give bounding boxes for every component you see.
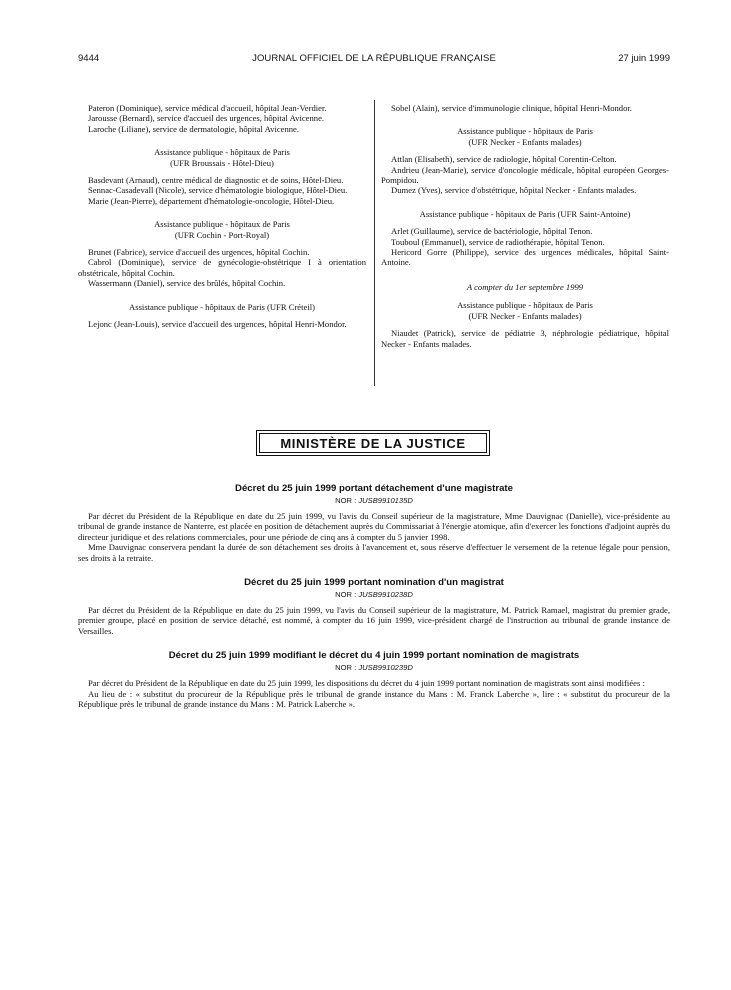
nor-reference	[78, 590, 670, 600]
decree-paragraph: Par décret du Président de la République en date du 25 juin 1999, vu l'avis du Conseil supérieur de la magistrature, Mme Dauvignac (Danielle), vice-présidente au tribunal de grande instance de Nanterre, est placée en position de détachement auprès du Commissariat à l'énergie atomique, afin d'exercer les fonctions d'adjoint auprès du directeur juridique et des relations commerciales, pour une période de cinq ans à compter du 5 janvier 1998.	[78, 511, 670, 542]
list-entry: Dumez (Yves), service d'obstétrique, hôpital Necker - Enfants malades.	[391, 185, 637, 196]
ministry-heading: MINISTÈRE DE LA JUSTICE	[256, 430, 490, 456]
list-entry: Hericord Gorre (Philippe), service des urgences médicales, hôpital Saint-Antoine.	[381, 247, 669, 268]
decree-paragraph: Par décret du Président de la République en date du 25 juin 1999, vu l'avis du Conseil supérieur de la magistrature, M. Patrick Ramael, magistrat du premier grade, premier groupe, placé en position de service détaché, est nommé, à compter du 16 juin 1999, vice-président chargé de l'instruction au tribunal de grande instance de Versailles.	[78, 605, 670, 636]
decree-title: Décret du 25 juin 1999 portant nomination d'un magistrat	[244, 577, 504, 589]
decree-paragraph: Mme Dauvignac conservera pendant la durée de son détachement ses droits à l'avancement et, sous réserve d'effectuer le versement de la retenue légale pour pension, ses droits à la retraite.	[78, 542, 670, 563]
list-entry: Andrieu (Jean-Marie), service d'oncologie médicale, hôpital européen Georges-Pompidou.	[381, 164, 669, 186]
nor-reference	[78, 496, 670, 506]
group-heading	[78, 147, 366, 168]
nor-reference	[78, 663, 670, 673]
group-heading-line: (UFR Broussais - Hôtel-Dieu)	[170, 157, 274, 168]
list-entry: Attlan (Elisabeth), service de radiologie, hôpital Corentin-Celton.	[391, 154, 617, 165]
left-column	[78, 103, 366, 330]
group-heading-line: Assistance publique - hôpitaux de Paris	[154, 147, 290, 158]
group-heading-line: (UFR Cochin - Port-Royal)	[174, 229, 270, 240]
nor-code: JUSB9910135D	[358, 496, 413, 505]
list-entry: Sobel (Alain), service d'immunologie clinique, hôpital Henri-Mondor.	[391, 103, 632, 113]
nor-label: NOR :	[335, 590, 357, 600]
group-heading-line: Assistance publique - hôpitaux de Paris (UFR Saint-Antoine)	[419, 208, 631, 219]
decree	[78, 577, 670, 636]
list-entry: Cabrol (Dominique), service de gynécologie-obstétrique I à orientation obstétricale, hôpital Cochin.	[78, 257, 366, 278]
nor-label: NOR :	[335, 663, 357, 673]
list-entry: Arlet (Guillaume), service de bactériologie, hôpital Tenon.	[391, 226, 593, 237]
list-entry: Brunet (Fabrice), service d'accueil des urgences, hôpital Cochin.	[88, 247, 310, 258]
list-entry: Niaudet (Patrick), service de pédiatrie 3, néphrologie pédiatrique, hôpital Necker - Enfants malades.	[381, 328, 669, 349]
group-heading	[78, 219, 366, 240]
page-header	[78, 53, 670, 67]
list-entry: Sennac-Casadevall (Nicole), service d'hématologie biologique, Hôtel-Dieu.	[88, 185, 348, 196]
list-entry: Laroche (Liliane), service de dermatologie, hôpital Avicenne.	[88, 123, 300, 134]
page-number: 9444	[78, 53, 100, 64]
issue-date: 27 juin 1999	[618, 53, 670, 64]
group-heading	[381, 126, 669, 147]
group-heading-line: Assistance publique - hôpitaux de Paris	[457, 126, 593, 137]
list-entry: Touboul (Emmanuel), service de radiothérapie, hôpital Tenon.	[391, 236, 605, 247]
column-divider	[374, 100, 375, 386]
list-entry: Wassermann (Daniel), service des brûlés, hôpital Cochin.	[88, 278, 286, 289]
list-entry: Pateron (Dominique), service médical d'accueil, hôpital Jean-Verdier.	[88, 103, 327, 113]
group-heading-line: (UFR Necker - Enfants malades)	[468, 136, 582, 147]
group-heading	[381, 300, 669, 321]
nor-code: JUSB9910238D	[358, 590, 413, 600]
decree	[78, 483, 670, 563]
effective-date-line: A compter du 1er septembre 1999	[466, 281, 584, 292]
group-heading-line: Assistance publique - hôpitaux de Paris	[457, 300, 593, 311]
nor-code: JUSB9910239D	[358, 663, 413, 673]
decree-paragraph: Au lieu de : « substitut du procureur de la République près le tribunal de grande instance du Mans : M. Franck Laberche », lire : « substitut du procureur de la République près le tribunal de grande instance du Mans : M. Patrick Laberche ».	[78, 688, 670, 710]
group-heading-line: Assistance publique - hôpitaux de Paris	[154, 219, 290, 230]
group-heading-line: (UFR Necker - Enfants malades)	[468, 310, 582, 321]
decree-paragraph: Par décret du Président de la République en date du 25 juin 1999, les dispositions du décret du 4 juin 1999 portant nomination de magistrats sont ainsi modifiées :	[88, 678, 645, 689]
decree-title: Décret du 25 juin 1999 modifiant le décret du 4 juin 1999 portant nomination de magistrats	[168, 650, 580, 662]
list-entry: Basdevant (Arnaud), centre médical de diagnostic et de soins, Hôtel-Dieu.	[88, 175, 344, 186]
group-heading	[78, 302, 366, 312]
right-column	[381, 103, 669, 349]
list-entry: Lejonc (Jean-Louis), service d'accueil des urgences, hôpital Henri-Mondor.	[88, 319, 347, 330]
list-entry: Jarousse (Bernard), service d'accueil des urgences, hôpital Avicenne.	[88, 113, 325, 124]
nor-label: NOR :	[335, 496, 357, 505]
decree-title: Décret du 25 juin 1999 portant détachement d'une magistrate	[235, 483, 513, 494]
journal-title: JOURNAL OFFICIEL DE LA RÉPUBLIQUE FRANÇAISE	[252, 53, 496, 64]
group-heading	[381, 209, 669, 219]
group-heading-line: Assistance publique - hôpitaux de Paris (UFR Créteil)	[129, 301, 315, 312]
decree	[78, 650, 670, 709]
decrees-section	[78, 483, 670, 723]
list-entry: Marie (Jean-Pierre), département d'hématologie-oncologie, Hôtel-Dieu.	[88, 195, 335, 206]
